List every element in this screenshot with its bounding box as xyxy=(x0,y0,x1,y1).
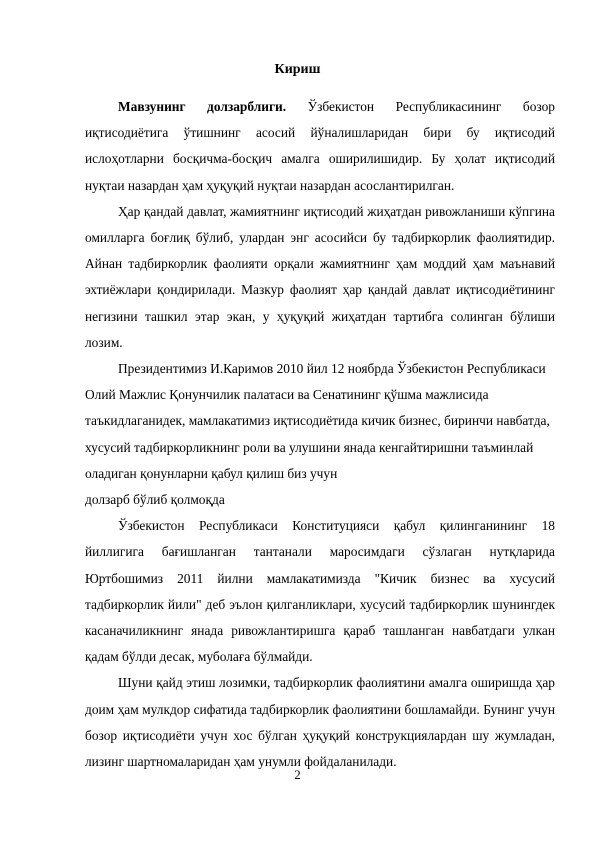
page-number: 2 xyxy=(294,767,301,782)
relevance-heading: Мавзунинг долзарблиги. xyxy=(118,99,287,114)
paragraph-leasing: Шуни қайд этиш лозимки, тадбиркорлик фаолиятини амалга оширишда ҳар доим ҳам мулкдор сифатида тадбиркорлик фаолиятини бошламайди. Бунинг учун бозор иқтисодиёти учун хос бўлган ҳуқуқий конструкциялардан шу жумладан, лизинг шартномаларидан ҳам унумли фойдаланилади. xyxy=(85,675,555,770)
paragraph-text: Ўзбекистон Республикасининг бозор иқтисодиётига ўтишнинг асосий йўналишларидан бири бу иқтисодий ислоҳотларни босқичма-босқич амалга оширилишидир. Бу ҳолат иқтисодий нуқтаи назардан ҳам ҳуқуқий нуқтаи назардан асослантирилган. xyxy=(85,99,555,193)
page-title: Кириш xyxy=(274,62,321,77)
paragraph-entrepreneurship: Ҳар қандай давлат, жамиятнинг иқтисодий жиҳатдан ривожланиши кўпгина омилларга боғлиқ бўлиб, улардан энг асосийси бу тадбиркорлик фаолиятидир. Айнан тадбиркорлик фаолияти орқали жамиятнинг ҳам моддий ҳам маънавий эхтиёжлари қондирилади. Мазкур фаолият ҳар қандай давлат иқтисодиётининг негизини ташкил этар экан, у ҳуқуқий жиҳатдан тартибга солинган бўлиши лозим. xyxy=(85,203,555,350)
paragraph-text: Президентимиз И.Каримов 2010 йил 12 ноябрда Ўзбекистон Республикаси Олий Мажлис Қонунчилик палатаси ва Сенатининг қўшма мажлисида таъкидлаганидек, мамлакатимиз иқтисодиётида кичик бизнес, биринчи навбатда, хусусий тадбиркорликнинг роли ва улушини янада кенгайтиришни таъминлай оладиган қонунларни қабул қилиш биз учун xyxy=(85,361,550,481)
body-text xyxy=(85,94,555,775)
paragraph-continuation: долзарб бўлиб қолмоқда xyxy=(85,492,225,508)
paragraph-president xyxy=(85,356,555,513)
paragraph-relevance xyxy=(85,94,555,199)
paragraph-constitution: Ўзбекистон Республикаси Конституцияси қабул қилинганининг 18 йиллигига бағишланган тантанали маросимдаги сўзлаган нутқларида Юртбошимиз 2011 йилни мамлакатимизда "Кичик бизнес ва хусусий тадбиркорлик йили" деб эълон қилганликлари, хусусий тадбиркорлик шунингдек касаначиликнинг янада ривожлантиришга қараб ташланган навбатдаги улкан қадам бўлди десак, муболаға бўлмайди. xyxy=(85,518,555,665)
